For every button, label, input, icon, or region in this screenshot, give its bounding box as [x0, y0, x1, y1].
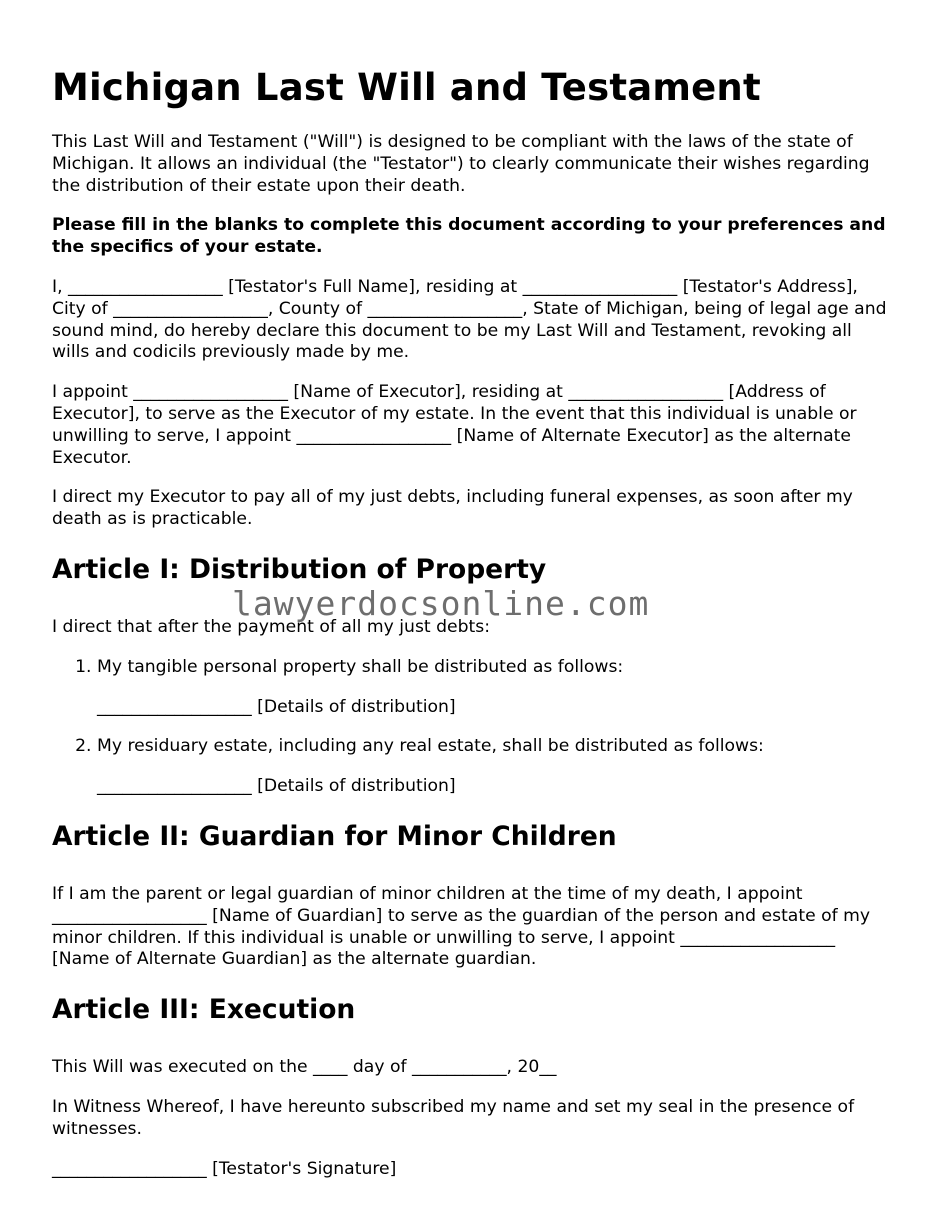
article-1-lead: I direct that after the payment of all my just debts: [52, 616, 490, 637]
document-page [52, 64, 888, 1198]
signature-line: __________________ [Testator's Signature] [52, 1158, 397, 1179]
guardian-paragraph: If I am the parent or legal guardian of minor children at the time of my death, I appoint __________________ [Name of Guardian] to serve as the guardian of the person and estate of my minor children. If this individual is unable or unwilling to serve, I appoint __________________ [Name of Alternate Guardian] as the alternate guardian. [52, 883, 871, 970]
list-item [97, 657, 888, 719]
declaration-paragraph: I, __________________ [Testator's Full Name], residing at __________________ [Testator's Address], City of __________________, County of __________________, State of Michigan, being of legal age and sound mind, do hereby declare this document to be my Last Will and Testament, revoking all wills and codicils previously made by me. [52, 276, 887, 363]
distribution-list [52, 657, 888, 798]
list-item-text: My tangible personal property shall be distributed as follows: [97, 656, 624, 677]
article-1-heading: Article I: Distribution of Property [52, 553, 547, 585]
list-item-blank: __________________ [Details of distribution] [97, 696, 456, 717]
list-item [97, 736, 888, 798]
executor-paragraph: I appoint __________________ [Name of Executor], residing at __________________ [Address of Executor], to serve as the Executor of my estate. In the event that this individual is unable or unwilling to serve, I appoint __________________ [Name of Alternate Executor] as the alternate Executor. [52, 382, 857, 468]
list-item-blank: __________________ [Details of distribution] [97, 776, 456, 797]
list-item-text: My residuary estate, including any real estate, shall be distributed as follows: [97, 736, 764, 757]
witness-paragraph: In Witness Whereof, I have hereunto subscribed my name and set my seal in the presence of witnesses. [52, 1096, 855, 1139]
debts-paragraph: I direct my Executor to pay all of my just debts, including funeral expenses, as soon after my death as is practicable. [52, 487, 853, 530]
article-3-heading: Article III: Execution [52, 994, 356, 1026]
page-title: Michigan Last Will and Testament [52, 66, 761, 109]
execution-date-paragraph: This Will was executed on the ____ day of ___________, 20__ [52, 1057, 557, 1078]
watermark: lawyerdocsonline.com [232, 584, 650, 623]
article-2-heading: Article II: Guardian for Minor Children [52, 820, 617, 852]
intro-paragraph: This Last Will and Testament ("Will") is designed to be compliant with the laws of the state of Michigan. It allows an individual (the "Testator") to clearly communicate their wishes regarding the distribution of their estate upon their death. [52, 132, 870, 196]
instructions-paragraph: Please fill in the blanks to complete this document according to your preferences and the specifics of your estate. [52, 215, 886, 258]
